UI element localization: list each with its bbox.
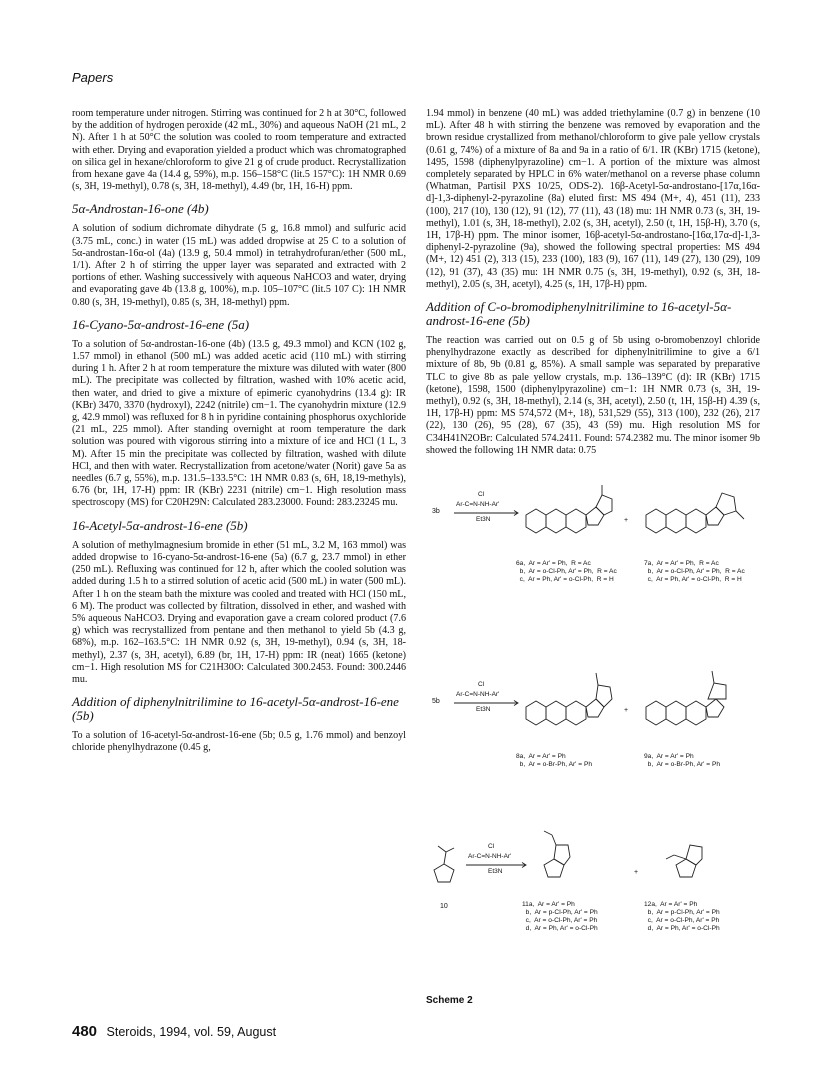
product-9-structure — [646, 671, 726, 725]
reagent-cl: Cl — [488, 843, 495, 850]
scheme-title: Scheme 2 — [426, 995, 473, 1006]
page-footer — [72, 1023, 276, 1040]
product-7-structure — [646, 493, 744, 533]
product-8-structure — [526, 673, 612, 725]
plus-sign: + — [624, 707, 629, 714]
reagent-label: Ar-C=N-NH-Ar' — [468, 853, 512, 860]
plus-sign: + — [634, 869, 639, 876]
start-compound-3b: 3b — [432, 508, 440, 515]
compound-7-legend: 7a, Ar = Ar' = Ph, R = Ac b, Ar = o-Cl-Ph, Ar' = Ph, R = Ac c, Ar = Ph, Ar' = o-Cl-Ph, R = H — [644, 560, 745, 583]
paragraph: A solution of sodium dichromate dihydrate (5 g, 16.8 mmol) and sulfuric acid (3.75 mL, conc.) in water (15 mL) was added dropwise at 25 C to a solution of 5α-androstan-16α-ol (4a) (13.9 g, 50.4 mmol) in tetrahydrofuran/ether (500 mL, 1/1). After 2 h of stirring the upper layer was separated and extracted with 2 portions of ether. Washing successively with aqueous NaHCO3 and water, drying and evaporating gave 4b (13.8 g, 100%), m.p. 105–107°C (lit.5 107 C): 1H NMR 0.80 (s, 3H, 19-methyl), 0.85 (s, 3H, 18-methyl) ppm. — [72, 223, 406, 308]
base-label: Et3N — [476, 516, 491, 523]
left-column — [72, 108, 406, 757]
base-label: Et3N — [476, 706, 491, 713]
section-heading: Addition of diphenylnitrilimine to 16-acetyl-5α-androst-16-ene (5b) — [72, 694, 399, 724]
section-header: Papers — [72, 70, 114, 85]
section-heading: 5α-Androstan-16-one (4b) — [72, 201, 209, 217]
compound-12-legend: 12a, Ar = Ar' = Ph b, Ar = p-Cl-Ph, Ar' = Ph c, Ar = o-Cl-Ph, Ar' = Ph d, Ar = Ph, Ar' = o-Cl-Ph — [644, 901, 720, 932]
section-heading: 16-Acetyl-5α-androst-16-ene (5b) — [72, 517, 248, 533]
paragraph: The reaction was carried out on 0.5 g of 5b using o-bromobenzoyl chloride phenylhydrazone exactly as described for diphenylnitrilimine to give a 6/1 mixture of 8b, 9b (0.81 g, 85%). A small sample was separated by preparative TLC to give 8b as pale yellow crystals, m.p. 136–139°C (d): IR (KBr) 1715 (ketone), 1598, 1500 (diphenylpyrazoline) cm−1: 1H NMR 0.73 (s, 3H, 19-methyl), 0.92 (s, 3H, 18-methyl), 2.14 (s, 3H, acetyl), 2.50 (t, 1H, 15β-H) 4.39 (s, 1H, 17β-H) ppm: MS 574,572 (M+, 18), 531,529 (55), 313 (100), 232 (26), 217 (22), 130 (26), 95 (28), 67 (35), 43 (59) mu. High resolution MS for C34H41N2OBr: Calculated 574.2411. Found: 574.2382 mu. The minor isomer 9b showed the following 1H NMR data: 0.75 — [426, 335, 760, 456]
product-11-structure — [544, 831, 570, 877]
section-heading: Addition of C-o-bromodiphenylnitrilimine to 16-acetyl-5α-androst-16-ene (5b) — [426, 299, 732, 329]
compound-8-legend: 8a, Ar = Ar' = Ph b, Ar = o-Br-Ph, Ar' = Ph — [516, 753, 593, 768]
base-label: Et3N — [488, 868, 503, 875]
paragraph: room temperature under nitrogen. Stirring was continued for 2 h at 30°C, followed by the addition of hydrogen peroxide (42 mL, 30%) and aqueous NaOH (21 mL, 2 N). After 1 h at 50°C the solution was cooled to room temperature and extracted with ether. Drying and evaporation yielded a product which was chromatographed on silica gel in hexane/chloroform to give 21 g of crude product. Recrystallization from hexane gave 4a (14.4 g, 59%), m.p. 156–158°C (lit.5 157°C): 1H NMR 0.69 (s, 3H, 19-methyl), 0.78 (s, 3H, 18-methyl), 4.49 (br, 1H, 16-H) ppm. — [72, 108, 406, 193]
reaction-scheme — [426, 455, 762, 1015]
start-compound-5b: 5b — [432, 698, 440, 705]
page-number: 480 — [72, 1023, 98, 1040]
paragraph: A solution of methylmagnesium bromide in ether (51 mL, 3.2 M, 163 mmol) was added dropwise to 16-cyano-5α-androst-16-ene (5a) (6.7 g, 23.7 mmol) in ether (250 mL). Refluxing was continued for 12 h, after which the cooled solution was added during 1.5 h to a stirred solution of acetic acid (500 mL) in water (500 mL). After 1 h on the steam bath the mixture was cooled and treated with HCl (150 mL, 6 M). The product was collected by filtration, dissolved in ether, and washed with 5% aqueous NaHCO3. Drying and evaporation gave a cream colored product (7.6 g) which was recrystallized from pentane and then methanol to yield 5b (4.3 g, 68%), m.p. 162–163.5°C: 1H NMR 0.92 (s, 3H, 19-methyl), 0.94 (s, 3H, 18-methyl), 2.37 (s, 3H, acetyl), 6.89 (br, 1H, 17-H) ppm: IR (neat) 1665 (ketone) cm−1. High resolution MS for C21H30O: Calculated 300.2453. Found: 300.2446 mu. — [72, 539, 406, 685]
reagent-cl: Cl — [478, 491, 485, 498]
compound-9-legend: 9a, Ar = Ar' = Ph b, Ar = o-Br-Ph, Ar' = Ph — [644, 753, 721, 768]
compound-6-legend: 6a, Ar = Ar' = Ph, R = Ac b, Ar = o-Cl-Ph, Ar' = Ph, R = Ac c, Ar = Ph, Ar' = o-Cl-Ph, R = H — [516, 560, 617, 583]
reagent-label: Ar-C=N-NH-Ar' — [456, 691, 500, 698]
reagent-cl: Cl — [478, 681, 485, 688]
compound-10-structure — [434, 846, 454, 882]
plus-sign: + — [624, 517, 629, 524]
journal-citation: Steroids, 1994, vol. 59, August — [106, 1025, 277, 1039]
product-12-structure — [666, 845, 702, 877]
paragraph: To a solution of 16-acetyl-5α-androst-16-ene (5b; 0.5 g, 1.76 mmol) and benzoyl chloride phenylhydrazone (0.45 g, — [72, 730, 406, 754]
start-compound-10: 10 — [440, 903, 448, 910]
product-6-structure — [526, 485, 612, 533]
paragraph: 1.94 mmol) in benzene (40 mL) was added triethylamine (0.7 g) in benzene (10 mL). After 48 h with stirring the benzene was removed by evaporation and the brown residue crystallized from methanol/chloroform to give pale yellow crystals (0.61 g, 74%) of a mixture of 8a and 9a in a ratio of 6/1. IR (KBr) 1715 (ketone), 1495, 1598 (diphenylpyrazoline) cm−1. A portion of the mixture was almost completely separated by HPLC in 6% water/methanol on a reverse phase column (Whatman, Partisil PXS 10/25, ODS-2). 16β-Acetyl-5α-androstano-[17α,16α-d]-1,3-diphenyl-2-pyrazoline (8a) eluted first: MS 494 (M+, 4), 451 (11), 233 (100), 217 (10), 130 (12), 91 (12), 77 (11), 43 (18) mu: 1H NMR 0.73 (s, 3H, 19-methyl), 1.01 (s, 3H, 18-methyl), 2.02 (s, 3H, acetyl), 2.50 (t, 1H, 15β-H), 3.70 (s, 1H, 17β-H) ppm. The minor isomer, 16β-acetyl-5α-androstano-[16α,17α-d]-1,3-diphenyl-2-pyrazoline (9a), showed the following spectral properties: MS 494 (M+, 12) 451 (2), 313 (15), 233 (100), 183 (9), 167 (11), 149 (27), 130 (29), 109 (12), 91 (37), 43 (35) mu: 1H NMR 0.75 (s, 3H, 19-methyl), 0.92 (s, 3H, 18-methyl), 2.05 (s, 3H, acetyl), 4.25 (s, 1H, 17β-H) ppm. — [426, 108, 760, 290]
right-column — [426, 108, 760, 459]
compound-11-legend: 11a, Ar = Ar' = Ph b, Ar = p-Cl-Ph, Ar' = Ph c, Ar = o-Cl-Ph, Ar' = Ph d, Ar = Ph, Ar' = o-Cl-Ph — [522, 901, 598, 932]
reagent-label: Ar-C=N-NH-Ar' — [456, 501, 500, 508]
section-heading: 16-Cyano-5α-androst-16-ene (5a) — [72, 316, 250, 332]
paragraph: To a solution of 5α-androstan-16-one (4b) (13.5 g, 49.3 mmol) and KCN (102 g, 1.57 mmol) in ethanol (500 mL) was added acetic acid (110 mL) with stirring during 1 h. After 2 h at room temperature the mixture was diluted with water (800 mL). The precipitate was collected by filtration, washed with 10% acetic acid, then water, and dried to give a mixture of epimeric cyanohydrins (13.4 g): IR (KBr) 3470, 3370 (hydroxyl), 2242 (nitrile) cm−1. The cyanohydrin mixture (12.9 g, 42.9 mmol) was refluxed for 8 h in pyridine containing phosphorus oxychloride (21 mL, 225 mmol). After standing overnight at room temperature the dark solution was poured with vigorous stirring into a mixture of ice and HCl (1 L, 3 M). After 15 min the precipitate was collected by filtration, washed with dilute HCl, and then with water. Recrystallization from acetone/water (Norit) gave 5a as needles (6.7 g, 55%), m.p. 131.5–133.5°C: 1H NMR 0.83 (s, 6H, 18,19-methyls), 6.76 (br, 1H, 17-H) ppm: IR (KBr) 2231 (nitrile) cm−1. High resolution mass spectroscopy (MS) for C20H29N: Calculated 283.23000. Found: 283.23245 mu. — [72, 338, 406, 509]
